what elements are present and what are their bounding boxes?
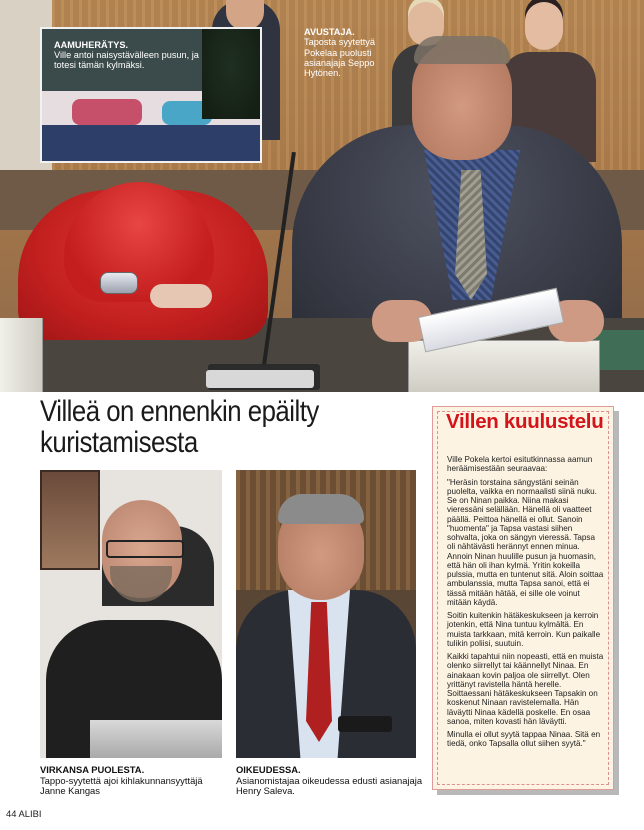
- plant: [202, 29, 260, 119]
- inset-photo: [40, 27, 262, 163]
- attorney-photo: [236, 470, 416, 758]
- inset-caption: [54, 40, 204, 71]
- prosecutor-photo: [40, 470, 222, 758]
- lawyer-hair: [414, 36, 510, 64]
- binder: [0, 318, 43, 392]
- photo-caption-prosecutor: [40, 765, 230, 797]
- attorney-hair: [278, 494, 364, 524]
- courtroom-photo: [0, 0, 644, 392]
- sofa: [42, 125, 260, 161]
- sidebar-title: Villen kuulustelu: [446, 410, 604, 433]
- caption-title: VIRKANSA PUOLESTA.: [40, 764, 145, 775]
- handcuff-icon: [100, 272, 138, 294]
- pillow: [72, 99, 142, 125]
- defendant-hands: [150, 284, 212, 308]
- article-headline: Villeä on ennenkin epäilty kuristamisesta: [40, 395, 319, 459]
- page-footer: 44 ALIBI: [6, 808, 42, 819]
- glasses-icon: [106, 540, 184, 558]
- sidebar-paragraph: "Heräsin torstaina sängystäni seinän puolelta, vaikka en normaalisti siinä nuku. Se on Ninan paikka. Niina makasi vieressäni selällään. Hänellä oli vaatteet päällä. Peittoa hänellä ei ollut. Sanoin "huomenta" ja Tapsa vastasi siihen sohvalta, joka on sängyn vieressä. Tapsa oli nähtävästi herännyt ennen minua. Annoin Ninan huulille pusun ja huomasin, että hän oli ihan kylmä. Yritin kokeilla pulssia, mutta en tuntenut sitä. Aloin soittaa ambulanssia, mutta Tapsa sanoi, että ei tässä mitään hätää, ei sille ole voinut mitään käydä.: [447, 477, 604, 607]
- hero-caption: [304, 27, 409, 78]
- caption-title: OIKEUDESSA.: [236, 764, 301, 775]
- interrogation-sidebar: [432, 406, 614, 790]
- caption-text: Asianomistajaa oikeudessa edusti asianajaja Henry Saleva.: [236, 774, 423, 797]
- caption-text: Tappo-syytettä ajoi kihlakunnansyyttäjä Janne Kangas: [40, 774, 203, 797]
- phone-icon: [338, 716, 392, 732]
- sidebar-paragraph: Minulla ei ollut syytä tappaa Ninaa. Sitä en tiedä, onko Tapsalla ollut siihen syytä.": [447, 730, 601, 749]
- photo-caption-attorney: [236, 765, 426, 797]
- sidebar-paragraph: Ville Pokela kertoi esitutkinnassa aamun heräämisestään seuraavaa:: [447, 455, 593, 474]
- spectator-head: [525, 2, 563, 50]
- hero-caption-text: Taposta syytettyä Pokelaa puolusti asianajaja Seppo Hytönen.: [304, 37, 375, 79]
- sidebar-paragraph: Kaikki tapahtui niin nopeasti, että en muista olenko siirrellyt tai käännellyt Ninaa. En ainakaan kovin paljoa ole siirrellyt. Olen yrittänyt ravistella häntä herelle. Soittaessani hätäkeskukseen Tapsakin on koskenut Ninaan ravistelemalla. Hän läväytti Ninaa kädellä poskelle. En osaa sanoa, miten kovasti hän läväytti.: [447, 652, 604, 726]
- inset-caption-title: AAMUHERÄTYS.: [54, 40, 129, 50]
- laptop: [90, 720, 222, 758]
- sidebar-paragraph: Soitin kuitenkin hätäkeskukseen ja kerroin jotenkin, että Nina tuntuu kylmältä. En muista tarkkaan, mitä kerroin. Kun paikalle tulikin poliisi, suutuin.: [447, 611, 601, 648]
- wall-painting: [40, 470, 100, 570]
- hero-caption-title: AVUSTAJA.: [304, 27, 355, 37]
- sidebar-body: [447, 455, 605, 753]
- microphone-icon: [206, 370, 314, 388]
- inset-caption-text: Ville antoi naisystävälleen pusun, ja totesi tämän kylmäksi.: [54, 50, 199, 71]
